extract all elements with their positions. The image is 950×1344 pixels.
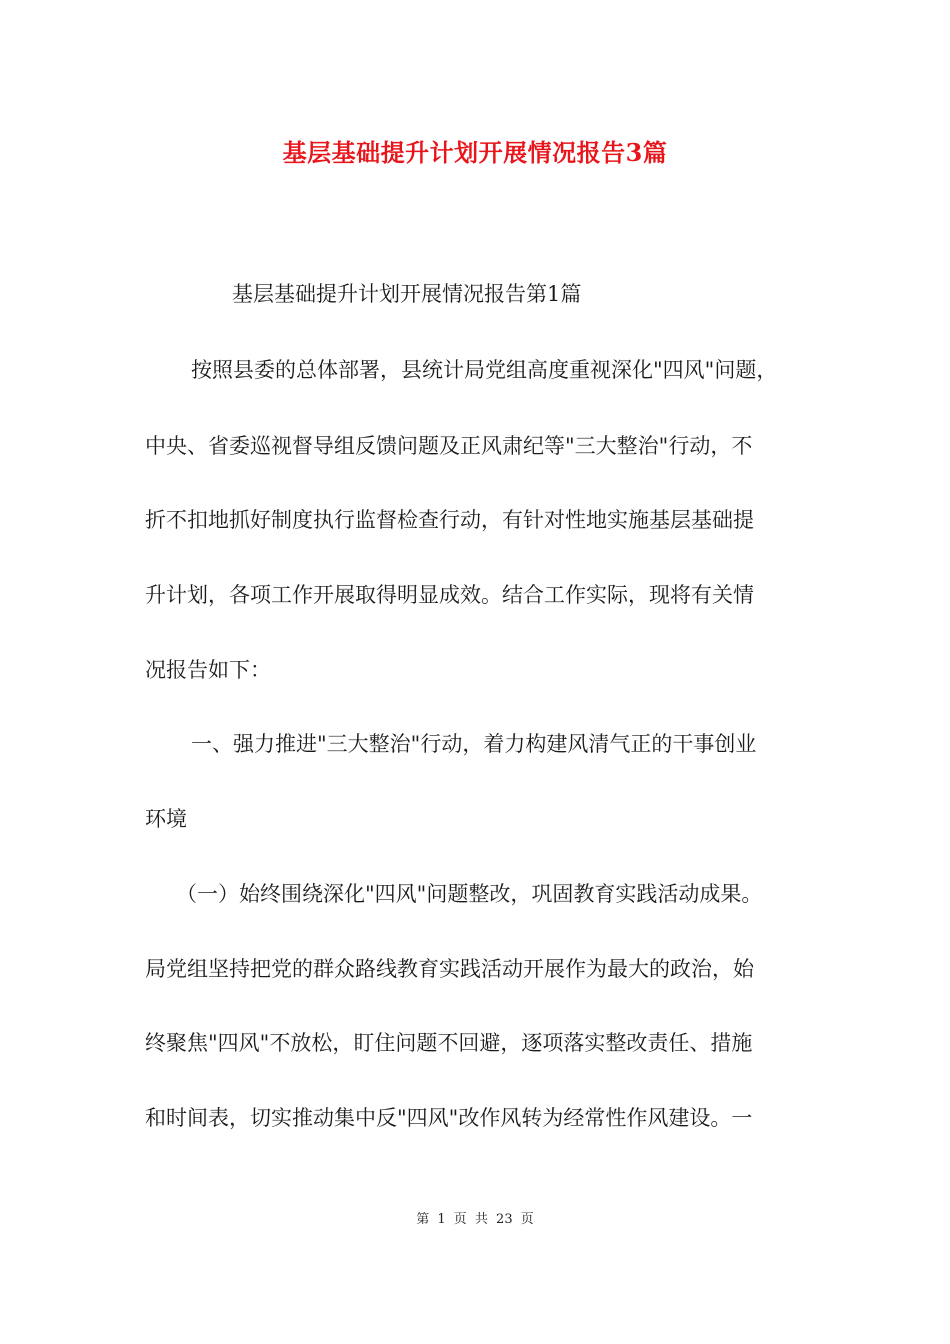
- page-footer: 第 1 页 共 23 页: [416, 1212, 534, 1227]
- body-line-6: 局党组坚持把党的群众路线教育实践活动开展作为最大的政治，始: [145, 957, 754, 981]
- body-line-4: 升计划，各项工作开展取得明显成效。结合工作实际，现将有关情: [145, 583, 754, 607]
- body-line-1: 按照县委的总体部署，县统计局党组高度重视深化"四风"问题，: [191, 358, 778, 382]
- body-line-8: 和时间表，切实推动集中反"四风"改作风转为经常性作风建设。一: [145, 1106, 753, 1130]
- body-line-7: 终聚焦"四风"不放松，盯住问题不回避，逐项落实整改责任、措施: [145, 1031, 753, 1055]
- body-line-3: 折不扣地抓好制度执行监督检查行动，有针对性地实施基层基础提: [145, 508, 754, 532]
- heading-1: 一、强力推进"三大整治"行动，着力构建风清气正的干事创业: [191, 732, 757, 756]
- heading-1-continued: 环境: [145, 807, 187, 831]
- document-title: 基层基础提升计划开展情况报告3篇: [282, 138, 668, 167]
- section-subtitle: 基层基础提升计划开展情况报告第1篇: [232, 282, 582, 306]
- body-line-2: 中央、省委巡视督导组反馈问题及正风肃纪等"三大整治"行动，不: [145, 434, 753, 458]
- subheading-1: （一）始终围绕深化"四风"问题整改，巩固教育实践活动成果。: [176, 882, 763, 906]
- body-line-5: 况报告如下：: [145, 658, 271, 682]
